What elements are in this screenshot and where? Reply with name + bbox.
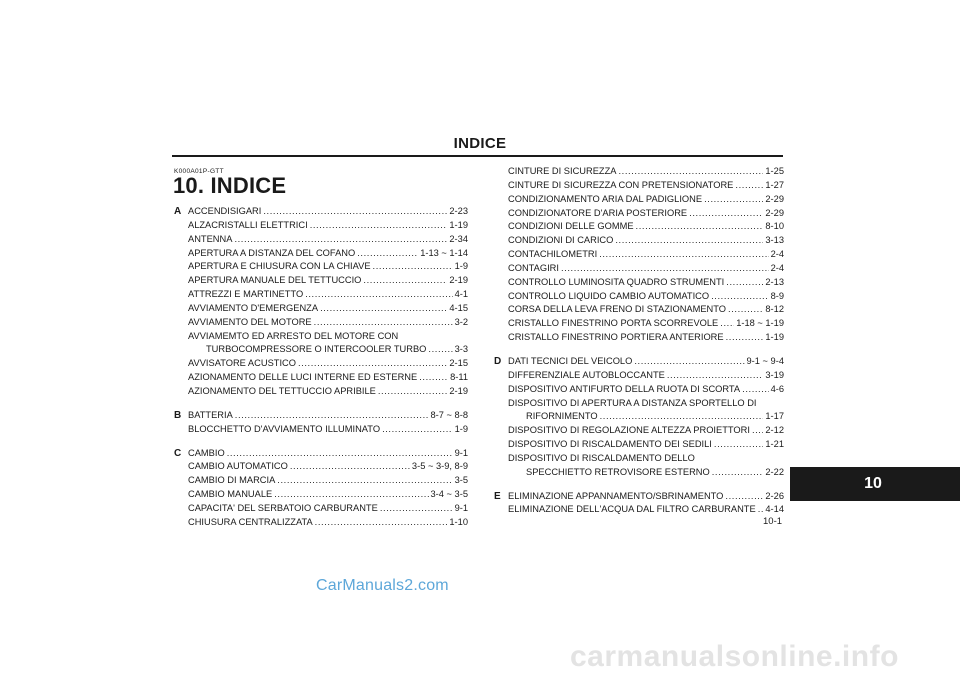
index-entry-text: CONTROLLO LUMINOSITA QUADRO STRUMENTI bbox=[508, 276, 725, 287]
dot-leader bbox=[735, 179, 763, 193]
index-entry-text: DISPOSITIVO DI RISCALDAMENTO DELLO bbox=[508, 452, 695, 463]
header-divider bbox=[172, 155, 783, 157]
dot-leader bbox=[636, 220, 764, 234]
index-entry-page: 9-1 bbox=[454, 447, 468, 458]
index-entry-text: AZIONAMENTO DEL TETTUCCIO APRIBILE bbox=[188, 385, 376, 396]
index-entry-text: CONDIZIONI DI CARICO bbox=[508, 235, 614, 246]
index-entry[interactable] bbox=[174, 409, 468, 423]
index-entry-page: 2-19 bbox=[449, 385, 468, 396]
index-entry[interactable] bbox=[174, 330, 468, 344]
index-entry-page: 8-9 bbox=[770, 290, 784, 301]
dot-leader bbox=[298, 357, 447, 371]
dot-leader bbox=[714, 438, 764, 452]
index-entry-page: 2-34 bbox=[449, 233, 468, 244]
dot-leader bbox=[380, 502, 453, 516]
dot-leader bbox=[235, 409, 429, 423]
dot-leader bbox=[618, 165, 763, 179]
dot-leader bbox=[227, 447, 453, 461]
index-entry-page: 1-19 bbox=[765, 332, 784, 343]
index-entry-page: 2-19 bbox=[449, 275, 468, 286]
dot-leader bbox=[711, 290, 768, 304]
dot-leader bbox=[726, 276, 763, 290]
index-entry-page: 2-29 bbox=[765, 193, 784, 204]
index-entry[interactable] bbox=[494, 466, 784, 480]
index-entry[interactable] bbox=[174, 260, 468, 274]
index-entry-page: 9-1 bbox=[454, 502, 468, 513]
index-entry[interactable] bbox=[494, 383, 784, 397]
index-group bbox=[494, 355, 784, 480]
index-entry-page: 2-13 bbox=[765, 276, 784, 287]
index-entry-page: 8-10 bbox=[765, 221, 784, 232]
page-number: 10-1 bbox=[763, 516, 783, 527]
index-entry-text: AVVIAMENTO DEL MOTORE bbox=[188, 316, 312, 327]
index-entry[interactable] bbox=[174, 357, 468, 371]
index-entry-text: ELIMINAZIONE DELL'ACQUA DAL FILTRO CARBURANTE bbox=[508, 504, 756, 515]
index-entry-text: CINTURE DI SICUREZZA CON PRETENSIONATORE bbox=[508, 179, 734, 190]
index-group bbox=[494, 490, 784, 518]
dot-leader bbox=[600, 410, 764, 424]
index-entry-page: 3-2 bbox=[454, 316, 468, 327]
index-entry-text: TURBOCOMPRESSORE O INTERCOOLER TURBO bbox=[206, 344, 427, 355]
index-entry[interactable] bbox=[174, 343, 468, 357]
index-entry-text: AZIONAMENTO DELLE LUCI INTERNE ED ESTERNE bbox=[188, 372, 418, 383]
index-group bbox=[174, 447, 468, 530]
index-entry-text: CONDIZIONATORE D'ARIA POSTERIORE bbox=[508, 207, 688, 218]
index-entry-page: 2-26 bbox=[765, 490, 784, 501]
dot-leader bbox=[634, 355, 744, 369]
index-entry-text: CONTACHILOMETRI bbox=[508, 249, 598, 260]
document-code: K000A01P-GTT bbox=[174, 168, 224, 175]
index-entry-page: 2-4 bbox=[770, 249, 784, 260]
index-entry-page: 8-7 ~ 8-8 bbox=[430, 409, 468, 420]
index-entry[interactable] bbox=[494, 179, 784, 193]
index-entry-text: APERTURA MANUALE DEL TETTUCCIO bbox=[188, 275, 362, 286]
dot-leader bbox=[726, 331, 764, 345]
index-entry-text: CONTAGIRI bbox=[508, 262, 559, 273]
index-entry[interactable] bbox=[174, 288, 468, 302]
index-entry-page: 2-15 bbox=[449, 358, 468, 369]
index-entry[interactable] bbox=[494, 248, 784, 262]
index-entry-text: ANTENNA bbox=[188, 233, 233, 244]
index-letter: D bbox=[494, 355, 502, 367]
index-entry-text: DISPOSITIVO ANTIFURTO DELLA RUOTA DI SCORTA bbox=[508, 383, 741, 394]
index-entry-text: DISPOSITIVO DI RISCALDAMENTO DEI SEDILI bbox=[508, 439, 712, 450]
dot-leader bbox=[742, 383, 768, 397]
index-entry-page: 2-12 bbox=[765, 425, 784, 436]
index-entry-text: CRISTALLO FINESTRINO PORTIERA ANTERIORE bbox=[508, 332, 724, 343]
dot-leader bbox=[315, 516, 448, 530]
dot-leader bbox=[234, 233, 447, 247]
index-entry-text: SPECCHIETTO RETROVISORE ESTERNO bbox=[526, 466, 710, 477]
index-entry[interactable] bbox=[174, 371, 468, 385]
index-entry-page: 3-5 bbox=[454, 475, 468, 486]
dot-leader bbox=[428, 343, 452, 357]
index-entry[interactable] bbox=[174, 205, 468, 219]
index-entry[interactable] bbox=[174, 447, 468, 461]
section-tab bbox=[790, 467, 960, 501]
dot-leader bbox=[373, 260, 453, 274]
dot-leader bbox=[357, 247, 418, 261]
dot-leader bbox=[263, 205, 447, 219]
index-entry[interactable] bbox=[494, 424, 784, 438]
index-entry-text: CRISTALLO FINESTRINO PORTA SCORREVOLE bbox=[508, 318, 719, 329]
dot-leader bbox=[725, 490, 763, 504]
index-entry-page: 2-4 bbox=[770, 262, 784, 273]
index-entry-text: ACCENDISIGARI bbox=[188, 206, 262, 216]
dot-leader bbox=[310, 219, 448, 233]
index-entry-page: 3-13 bbox=[765, 235, 784, 246]
dot-leader bbox=[728, 303, 763, 317]
index-entry-text: AVVISATORE ACUSTICO bbox=[188, 358, 296, 369]
dot-leader bbox=[290, 460, 410, 474]
index-entry-page: 1-9 bbox=[454, 423, 468, 434]
index-entry-page: 1-9 bbox=[454, 261, 468, 272]
index-entry-page: 3-5 ~ 3-9, 8-9 bbox=[411, 461, 468, 472]
dot-leader bbox=[704, 193, 763, 207]
dot-leader bbox=[720, 317, 734, 331]
index-entry[interactable] bbox=[494, 234, 784, 248]
index-entry[interactable] bbox=[494, 503, 784, 517]
index-entry[interactable] bbox=[174, 274, 468, 288]
index-entry-page: 3-19 bbox=[765, 369, 784, 380]
index-entry[interactable] bbox=[174, 460, 468, 474]
dot-leader bbox=[274, 488, 428, 502]
index-entry[interactable] bbox=[174, 385, 468, 399]
index-entry-page: 4-14 bbox=[765, 504, 784, 515]
index-entry-page: 1-27 bbox=[765, 179, 784, 190]
index-entry-text: CAPACITA' DEL SERBATOIO CARBURANTE bbox=[188, 502, 378, 513]
index-letter: E bbox=[494, 490, 501, 502]
index-entry[interactable] bbox=[494, 331, 784, 345]
index-entry-page: 1-17 bbox=[765, 411, 784, 422]
index-entry-text: CHIUSURA CENTRALIZZATA bbox=[188, 516, 313, 527]
index-group bbox=[494, 165, 784, 345]
index-entry-page: 2-23 bbox=[449, 206, 468, 216]
index-entry-page: 1-13 ~ 1-14 bbox=[420, 247, 468, 258]
index-entry-text: APERTURA E CHIUSURA CON LA CHIAVE bbox=[188, 261, 371, 272]
index-entry[interactable] bbox=[494, 262, 784, 276]
index-entry-page: 3-3 bbox=[454, 344, 468, 355]
index-entry-text: AVVIAMEMTO ED ARRESTO DEL MOTORE CON bbox=[188, 330, 399, 341]
index-letter: A bbox=[174, 206, 182, 217]
index-entry-page: 8-12 bbox=[765, 304, 784, 315]
index-entry-text: CAMBIO bbox=[188, 447, 225, 458]
index-entry-text: CORSA DELLA LEVA FRENO DI STAZIONAMENTO bbox=[508, 304, 727, 315]
index-group bbox=[174, 409, 468, 437]
index-entry-text: CONDIZIONI DELLE GOMME bbox=[508, 221, 634, 232]
index-entry[interactable] bbox=[174, 488, 468, 502]
index-entry-text: CAMBIO AUTOMATICO bbox=[188, 461, 288, 472]
dot-leader bbox=[305, 288, 452, 302]
dot-leader bbox=[667, 369, 764, 383]
index-entry-text: DISPOSITIVO DI REGOLAZIONE ALTEZZA PROIETTORI bbox=[508, 425, 750, 436]
section-tab-label: 10 bbox=[864, 475, 882, 492]
index-entry-page: 1-19 bbox=[449, 219, 468, 230]
index-entry-page: 9-1 ~ 9-4 bbox=[746, 355, 784, 366]
dot-leader bbox=[615, 234, 763, 248]
index-entry-text: DIFFERENZIALE AUTOBLOCCANTE bbox=[508, 369, 665, 380]
index-entry[interactable] bbox=[174, 316, 468, 330]
chapter-title: 10. INDICE bbox=[173, 173, 287, 198]
dot-leader bbox=[277, 474, 452, 488]
index-entry[interactable] bbox=[494, 165, 784, 179]
dot-leader bbox=[689, 207, 763, 221]
index-letter: C bbox=[174, 447, 182, 459]
dot-leader bbox=[314, 316, 453, 330]
dot-leader bbox=[320, 302, 447, 316]
index-entry[interactable] bbox=[174, 502, 468, 516]
index-entry[interactable] bbox=[494, 438, 784, 452]
index-entry[interactable] bbox=[174, 219, 468, 233]
index-entry-page: 1-10 bbox=[449, 516, 468, 527]
watermark-carmanualsonline: carmanualsonline.info bbox=[570, 640, 899, 673]
dot-leader bbox=[712, 466, 764, 480]
index-entry[interactable] bbox=[494, 193, 784, 207]
index-entry[interactable] bbox=[174, 233, 468, 247]
index-entry-page: 4-1 bbox=[454, 289, 468, 300]
index-entry[interactable] bbox=[174, 247, 468, 261]
dot-leader bbox=[561, 262, 769, 276]
index-entry-text: DATI TECNICI DEL VEICOLO bbox=[508, 355, 633, 366]
index-entry[interactable] bbox=[494, 490, 784, 504]
index-entry[interactable] bbox=[494, 355, 784, 369]
index-entry-page: 3-4 ~ 3-5 bbox=[430, 489, 468, 500]
dot-leader bbox=[363, 274, 447, 288]
watermark-carmanuals2: CarManuals2.com bbox=[316, 577, 449, 594]
page-header-title: INDICE bbox=[453, 135, 507, 152]
index-entry-page: 1-25 bbox=[765, 166, 784, 176]
dot-leader bbox=[752, 424, 763, 438]
index-entry-text: CAMBIO MANUALE bbox=[188, 489, 273, 500]
index-entry-page: 1-21 bbox=[765, 439, 784, 450]
index-entry[interactable] bbox=[174, 474, 468, 488]
index-entry-text: ELIMINAZIONE APPANNAMENTO/SBRINAMENTO bbox=[508, 490, 724, 501]
index-entry[interactable] bbox=[494, 207, 784, 221]
index-entry-text: CAMBIO DI MARCIA bbox=[188, 475, 276, 486]
index-entry-page: 2-22 bbox=[765, 466, 784, 477]
index-entry-page: 4-6 bbox=[770, 383, 784, 394]
index-entry-text: DISPOSITIVO DI APERTURA A DISTANZA SPORTELLO DI bbox=[508, 397, 757, 408]
index-entry-text: ATTREZZI E MARTINETTO bbox=[188, 289, 304, 300]
index-entry[interactable] bbox=[494, 303, 784, 317]
index-entry-page: 1-18 ~ 1-19 bbox=[736, 318, 784, 329]
dot-leader bbox=[419, 371, 448, 385]
index-entry-text: ALZACRISTALLI ELETTRICI bbox=[188, 219, 308, 230]
index-entry[interactable] bbox=[174, 302, 468, 316]
index-entry-text: BATTERIA bbox=[188, 409, 233, 420]
index-group bbox=[174, 205, 468, 399]
index-entry-text: CINTURE DI SICUREZZA bbox=[508, 166, 617, 176]
index-entry-text: CONTROLLO LIQUIDO CAMBIO AUTOMATICO bbox=[508, 290, 710, 301]
index-entry[interactable] bbox=[494, 220, 784, 234]
index-column-right bbox=[494, 165, 784, 527]
index-entry[interactable] bbox=[174, 423, 468, 437]
index-entry[interactable] bbox=[494, 452, 784, 466]
index-entry[interactable] bbox=[494, 276, 784, 290]
dot-leader bbox=[382, 423, 453, 437]
index-entry-text: BLOCCHETTO D'AVVIAMENTO ILLUMINATO bbox=[188, 423, 381, 434]
index-entry[interactable] bbox=[174, 516, 468, 530]
index-entry-text: RIFORNIMENTO bbox=[526, 411, 598, 422]
dot-leader bbox=[599, 248, 768, 262]
index-entry-page: 8-11 bbox=[450, 372, 468, 383]
index-entry-text: AVVIAMENTO D'EMERGENZA bbox=[188, 302, 319, 313]
index-entry[interactable] bbox=[494, 369, 784, 383]
index-entry[interactable] bbox=[494, 290, 784, 304]
index-entry-text: APERTURA A DISTANZA DEL COFANO bbox=[188, 247, 356, 258]
index-entry[interactable] bbox=[494, 410, 784, 424]
index-entry-page: 4-15 bbox=[449, 302, 468, 313]
index-entry-page: 2-29 bbox=[765, 207, 784, 218]
index-column-left bbox=[174, 205, 468, 540]
index-entry-text: CONDIZIONAMENTO ARIA DAL PADIGLIONE bbox=[508, 193, 703, 204]
index-letter: B bbox=[174, 409, 182, 421]
index-entry[interactable] bbox=[494, 317, 784, 331]
dot-leader bbox=[378, 385, 448, 399]
index-entry[interactable] bbox=[494, 397, 784, 411]
